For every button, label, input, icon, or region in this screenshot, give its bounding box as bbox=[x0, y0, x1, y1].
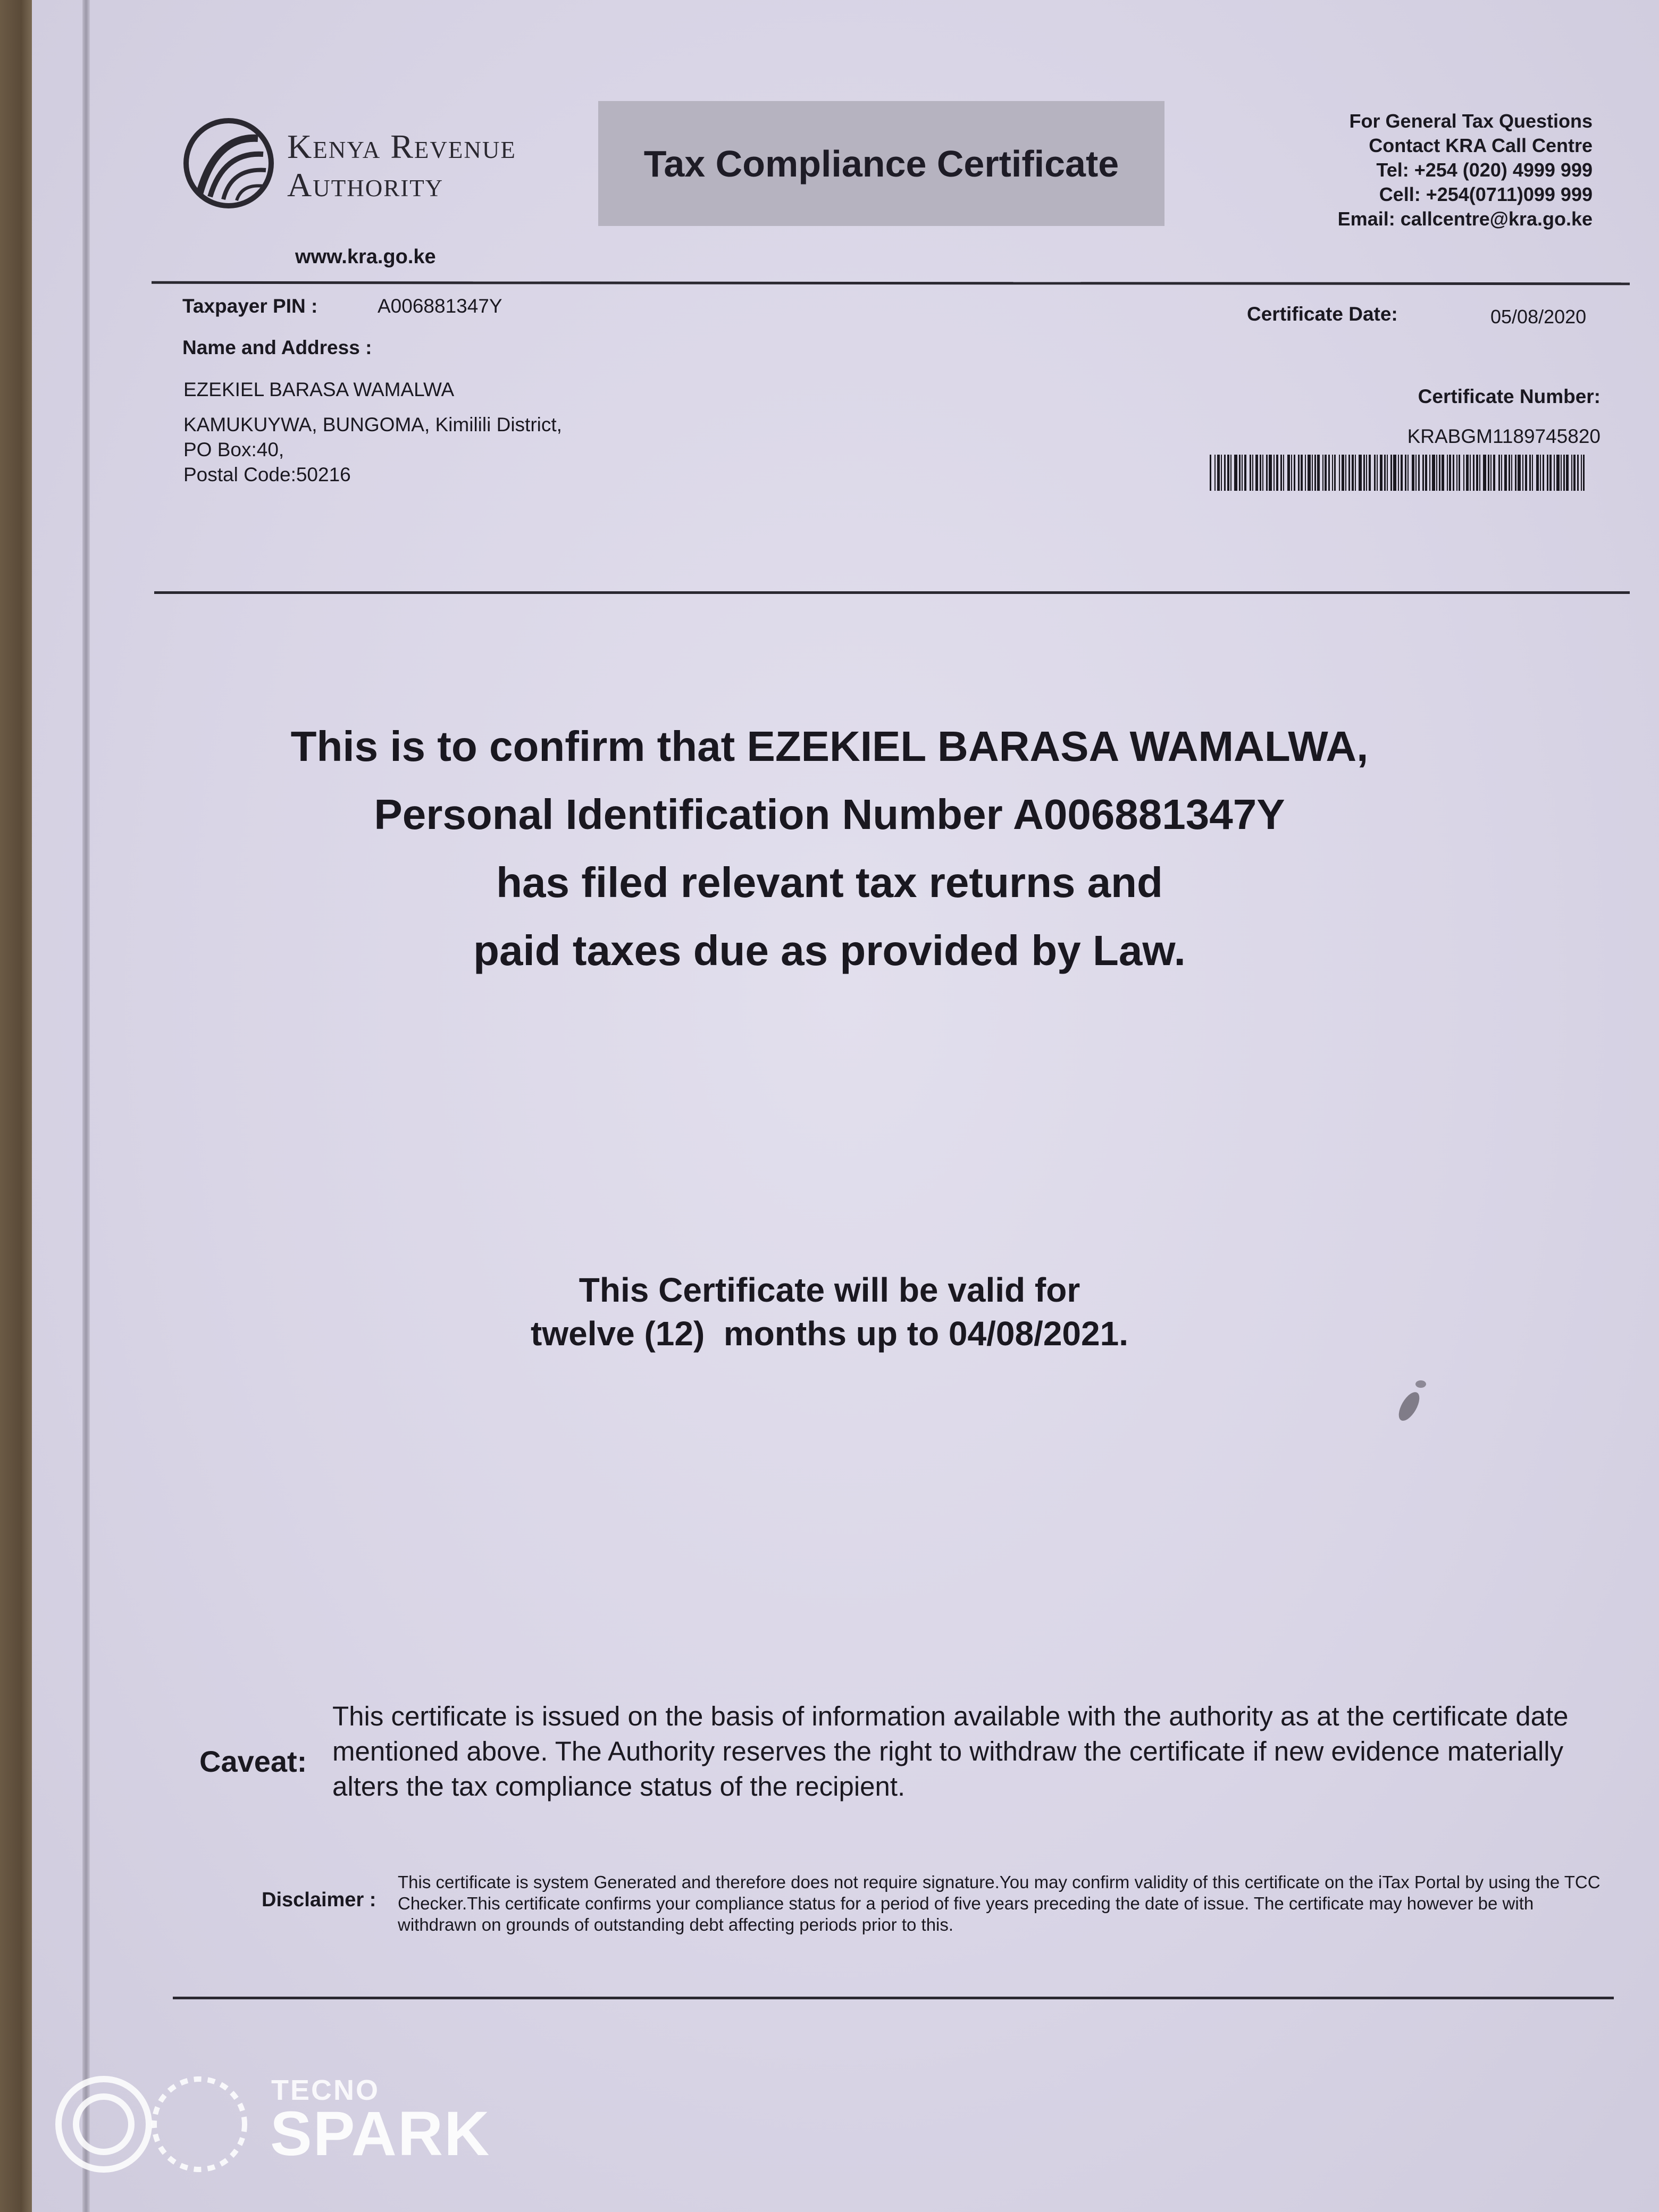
org-name-line1: Kenya Revenue bbox=[287, 128, 516, 165]
taxpayer-address bbox=[183, 412, 562, 487]
validity-statement bbox=[0, 1268, 1659, 1355]
address-line: KAMUKUYWA, BUNGOMA, Kimilili District, bbox=[183, 414, 562, 435]
caveat-label: Caveat: bbox=[199, 1745, 307, 1778]
page-title: Tax Compliance Certificate bbox=[643, 143, 1119, 185]
certificate-number-value: KRABGM1189745820 bbox=[1407, 425, 1601, 447]
divider bbox=[154, 591, 1630, 594]
website-link[interactable]: www.kra.go.ke bbox=[295, 246, 436, 268]
confirmation-line: Personal Identification Number A006881347Y bbox=[374, 791, 1285, 838]
contact-line: For General Tax Questions bbox=[1349, 110, 1593, 132]
confirmation-statement bbox=[0, 713, 1659, 985]
validity-line: This Certificate will be valid for bbox=[579, 1271, 1080, 1309]
confirmation-line: has filed relevant tax returns and bbox=[496, 859, 1163, 906]
validity-line: twelve (12) months up to 04/08/2021. bbox=[531, 1314, 1128, 1353]
disclaimer-text: This certificate is system Generated and therefore does not require signature.You may confirm validity of this certificate on the iTax Portal by using the TCC Checker.This certificate confirms your compliance status for a period of five years preceding the date of issue. The certificate may however be with withdrawn on grounds of outstanding debt affecting periods prior to this. bbox=[398, 1872, 1601, 1934]
name-address-label: Name and Address : bbox=[182, 337, 372, 358]
contact-line: Cell: +254(0711)099 999 bbox=[1379, 183, 1593, 205]
contact-line: Contact KRA Call Centre bbox=[1369, 135, 1593, 156]
barcode-icon bbox=[1210, 455, 1587, 491]
title-box bbox=[598, 101, 1164, 226]
confirmation-line: paid taxes due as provided by Law. bbox=[473, 927, 1186, 974]
disclaimer-label: Disclaimer : bbox=[262, 1889, 376, 1911]
paper-edge-line bbox=[82, 0, 90, 2212]
address-line: Postal Code:50216 bbox=[183, 464, 351, 485]
contact-line: Tel: +254 (020) 4999 999 bbox=[1376, 159, 1593, 181]
taxpayer-name: EZEKIEL BARASA WAMALWA bbox=[183, 379, 455, 400]
kra-lion-logo-icon bbox=[178, 114, 279, 210]
caveat-text: This certificate is issued on the basis of information available with the authority as at the certificate date mentioned above. The Authority reserves the right to withdraw the certificate if new evidence materially alters the tax compliance status of the recipient. bbox=[332, 1701, 1569, 1802]
certificate-date-value: 05/08/2020 bbox=[1490, 306, 1587, 328]
watermark-model: SPARK bbox=[270, 2099, 491, 2169]
org-name-line2: Authority bbox=[287, 166, 444, 204]
certificate-number-label: Certificate Number: bbox=[1418, 386, 1601, 407]
pin-value: A006881347Y bbox=[378, 295, 502, 317]
pin-label: Taxpayer PIN : bbox=[182, 295, 318, 317]
org-name bbox=[287, 128, 516, 204]
certificate-date-label: Certificate Date: bbox=[1247, 303, 1398, 325]
watermark-brand: TECNO bbox=[271, 2074, 380, 2106]
address-line: PO Box:40, bbox=[183, 439, 284, 460]
contact-line: Email: callcentre@kra.go.ke bbox=[1337, 208, 1593, 230]
ink-stain bbox=[1393, 1375, 1430, 1425]
camera-logo-icon bbox=[53, 2071, 250, 2177]
divider bbox=[173, 1997, 1614, 1999]
contact-block bbox=[1338, 109, 1593, 231]
confirmation-line: This is to confirm that EZEKIEL BARASA WAMALWA, bbox=[290, 723, 1369, 770]
